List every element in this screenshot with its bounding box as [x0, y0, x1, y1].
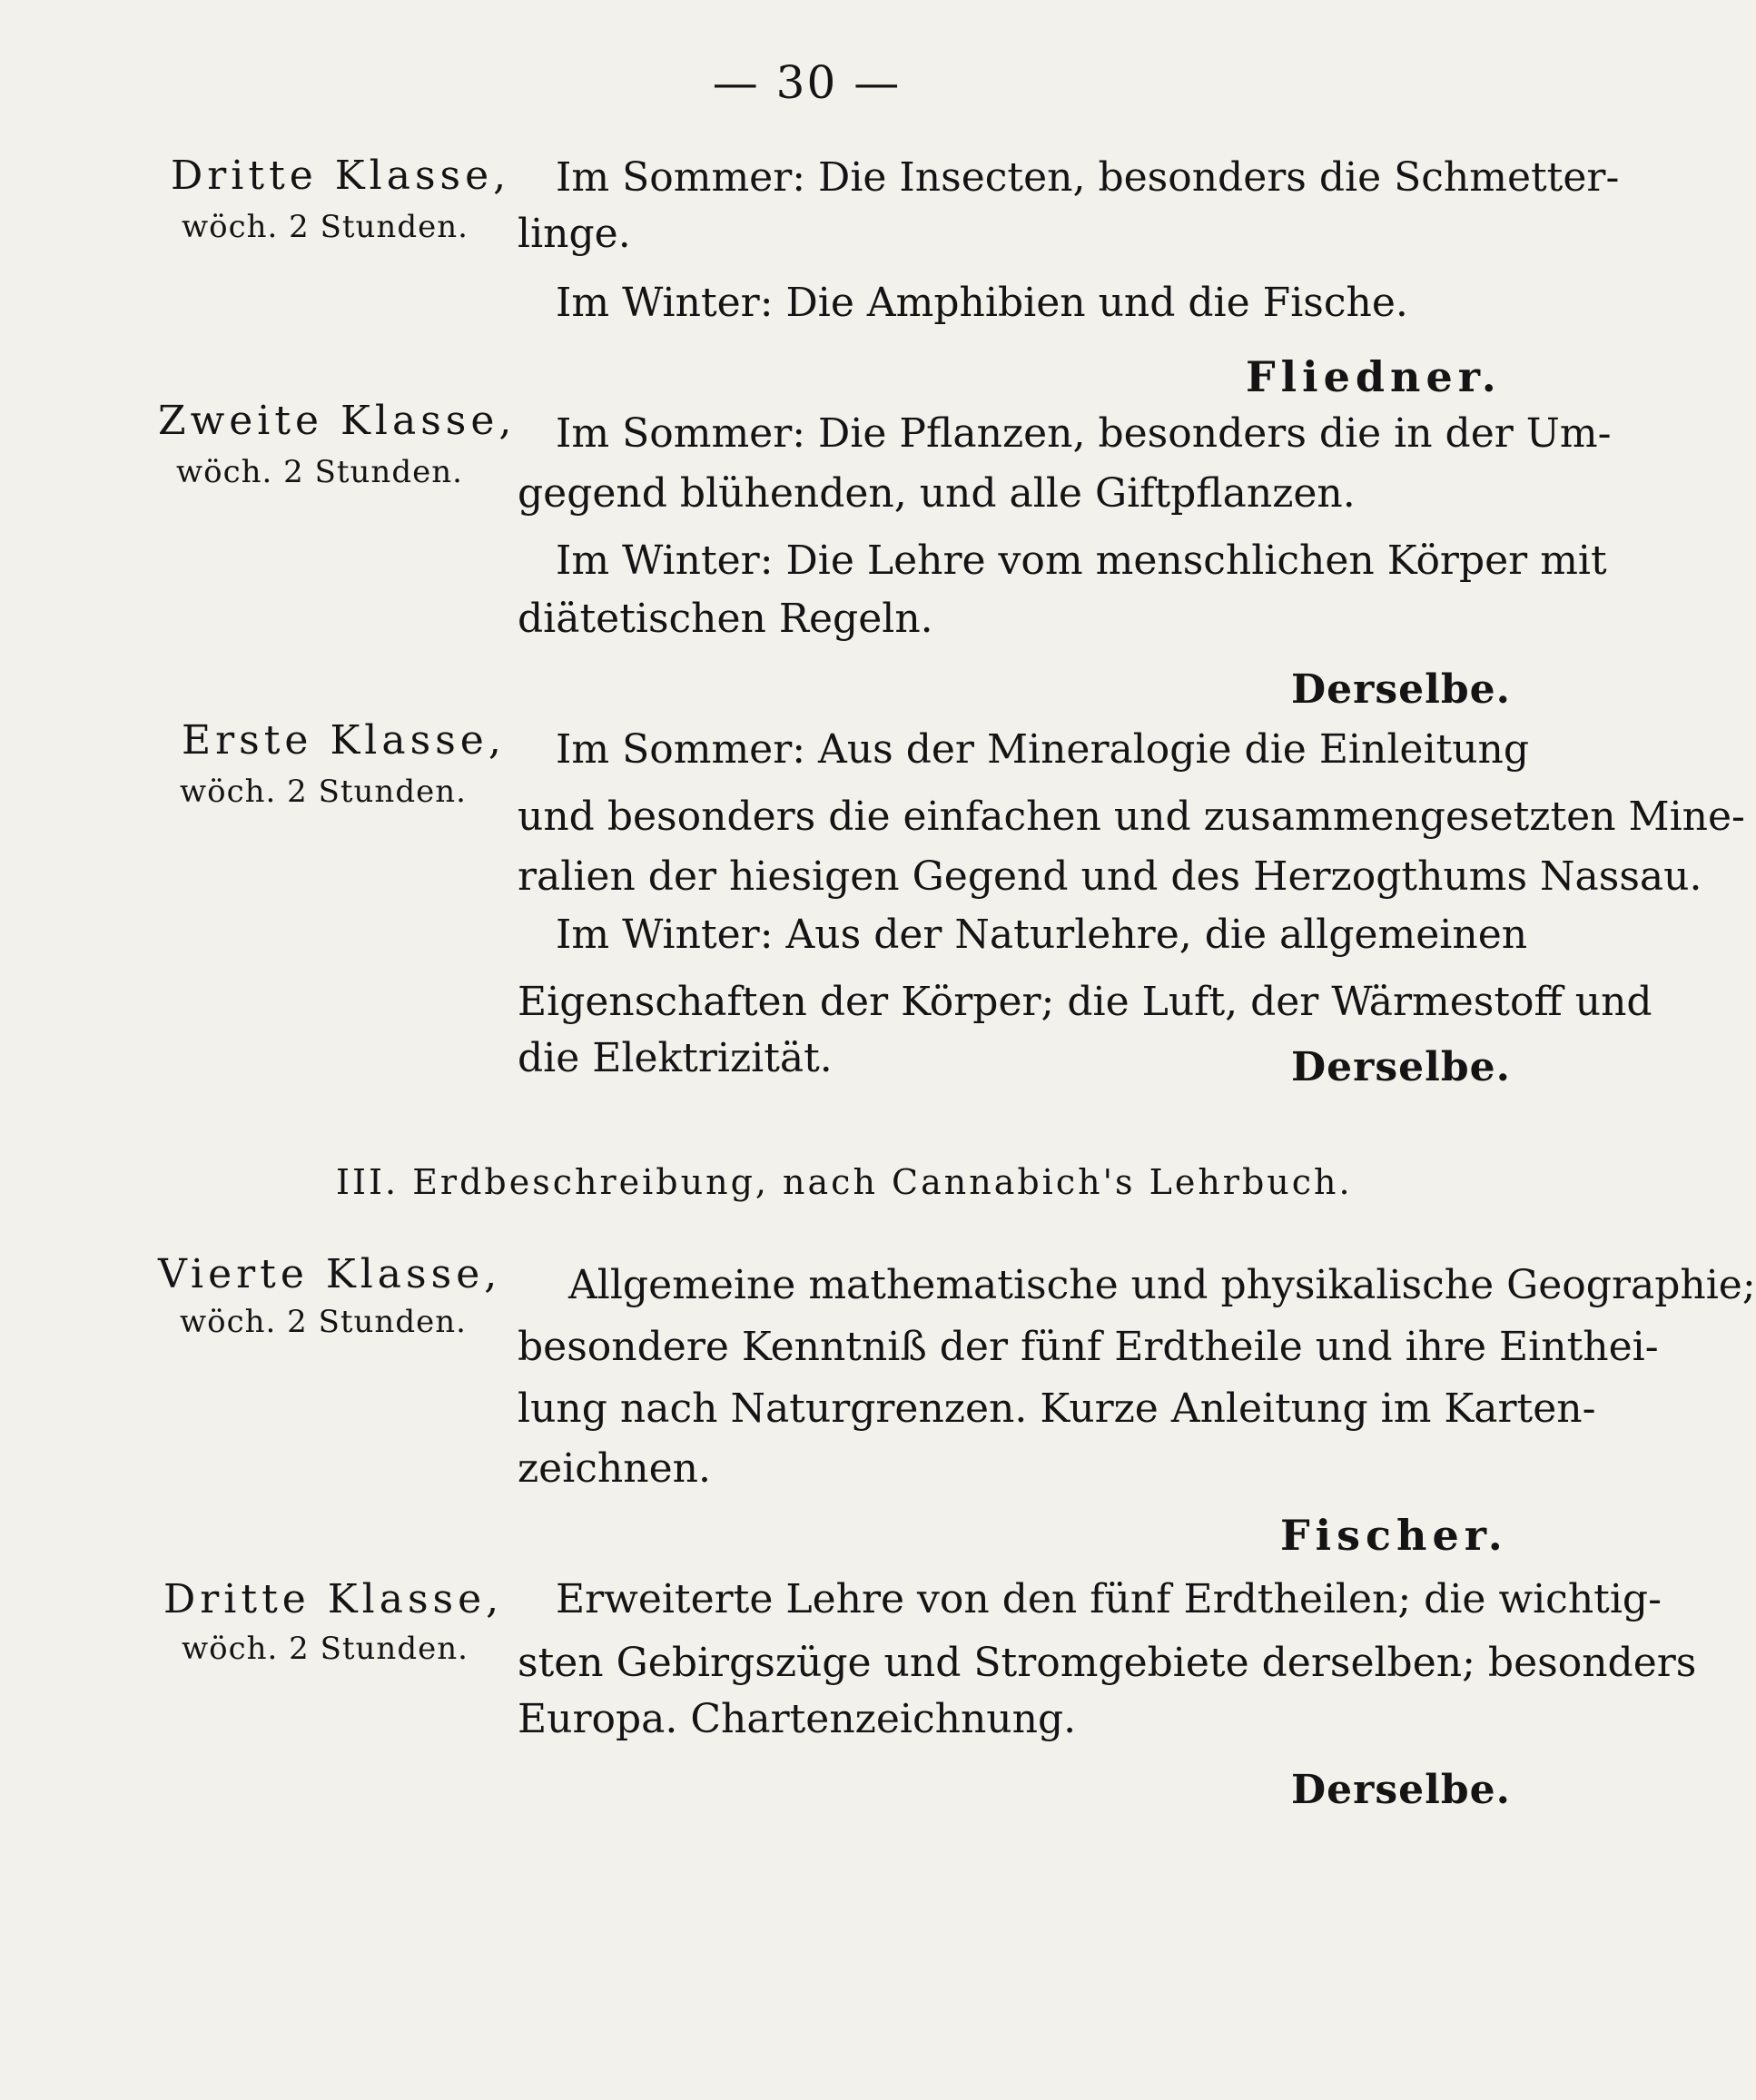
class-hours: wöch. 2 Stunden. — [180, 774, 467, 810]
class-hours: wöch. 2 Stunden. — [182, 1631, 469, 1667]
text-line: gegend blühenden, und alle Giftpflanzen. — [518, 470, 1356, 517]
text-line: Erweiterte Lehre von den fünf Erdtheilen; die wichtig- — [556, 1576, 1662, 1622]
text-line: und besonders die einfachen und zusammengesetzten Mine- — [518, 794, 1745, 840]
class-hours: wöch. 2 Stunden. — [180, 1304, 467, 1340]
signature: Derselbe. — [1291, 666, 1511, 713]
text-line: die Elektrizität. — [518, 1035, 833, 1081]
class-label: Erste Klasse, — [182, 717, 506, 764]
class-label: Dritte Klasse, — [171, 153, 511, 199]
text-line: Im Winter: Die Amphibien und die Fische. — [556, 280, 1408, 326]
text-line: Im Sommer: Die Pflanzen, besonders die in der Um- — [556, 410, 1612, 457]
text-line: besondere Kenntniß der fünf Erdtheile und ihre Einthei- — [518, 1324, 1659, 1370]
text-line: Im Sommer: Aus der Mineralogie die Einleitung — [556, 726, 1530, 773]
text-line: lung nach Naturgrenzen. Kurze Anleitung im Karten- — [518, 1385, 1596, 1432]
text-line: Eigenschaften der Körper; die Luft, der Wärmestoff und — [518, 979, 1652, 1025]
text-line: zeichnen. — [518, 1445, 711, 1492]
section-heading: III. Erdbeschreibung, nach Cannabich's Lehrbuch. — [336, 1162, 1353, 1202]
text-line: Im Winter: Die Lehre vom menschlichen Körper mit — [556, 537, 1607, 584]
class-label: Vierte Klasse, — [158, 1251, 502, 1297]
class-label: Zweite Klasse, — [158, 398, 517, 444]
signature: Fischer. — [1280, 1511, 1508, 1560]
class-hours: wöch. 2 Stunden. — [176, 454, 463, 490]
text-line: sten Gebirgszüge und Stromgebiete derselben; besonders — [518, 1640, 1697, 1686]
text-line: ralien der hiesigen Gegend und des Herzogthums Nassau. — [518, 853, 1702, 900]
page-number: — 30 — — [712, 56, 902, 109]
class-label: Dritte Klasse, — [163, 1576, 504, 1622]
signature: Fliedner. — [1246, 352, 1502, 401]
text-line: Im Winter: Aus der Naturlehre, die allgemeinen — [556, 912, 1528, 958]
text-line: Europa. Chartenzeichnung. — [518, 1696, 1077, 1742]
signature: Derselbe. — [1291, 1767, 1511, 1813]
text-line: linge. — [518, 211, 631, 257]
class-hours: wöch. 2 Stunden. — [182, 209, 469, 245]
text-line: Im Sommer: Die Insecten, besonders die Schmetter- — [556, 154, 1620, 201]
text-line: diätetischen Regeln. — [518, 596, 933, 642]
signature: Derselbe. — [1291, 1044, 1511, 1090]
text-line: Allgemeine mathematische und physikalische Geographie; — [568, 1262, 1756, 1308]
